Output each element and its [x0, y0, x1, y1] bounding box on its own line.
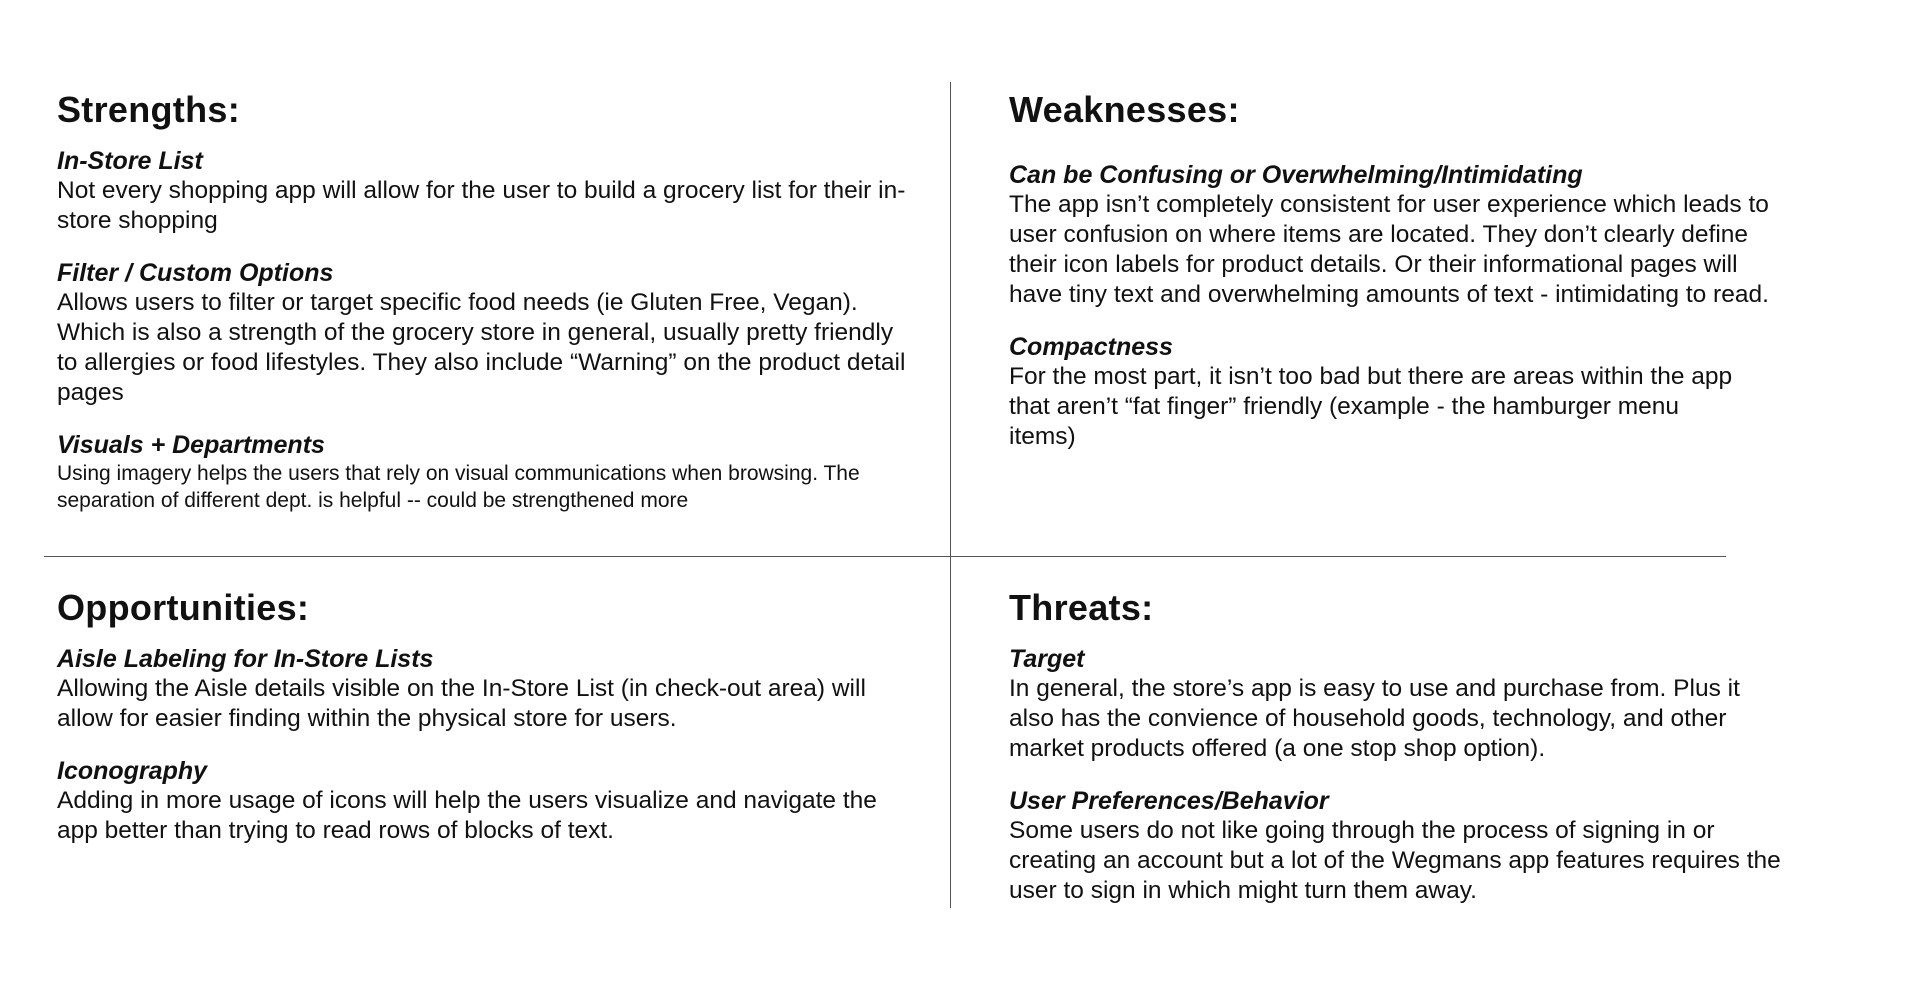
item-title: Compactness	[1009, 333, 1173, 361]
item-title: Visuals + Departments	[57, 431, 325, 459]
vertical-divider	[950, 82, 951, 908]
item-title: Aisle Labeling for In-Store Lists	[57, 645, 434, 673]
weaknesses-section	[1009, 88, 1889, 474]
item-title: User Preferences/Behavior	[1009, 787, 1329, 815]
item-title: Filter / Custom Options	[57, 259, 334, 287]
strengths-title: Strengths:	[57, 89, 240, 130]
weakness-item-confusing	[1009, 160, 1889, 310]
item-title: Can be Confusing or Overwhelming/Intimidating	[1009, 161, 1583, 189]
strength-item-in-store-list	[57, 146, 937, 236]
item-text: In general, the store’s app is easy to use and purchase from. Plus it also has the convience of household goods, technology, and other market products offered (a one stop shop option).	[1009, 675, 1740, 762]
threat-item-user-preferences	[1009, 786, 1889, 906]
threats-title: Threats:	[1009, 587, 1154, 628]
item-text: Allows users to filter or target specific food needs (ie Gluten Free, Vegan). Which is also a strength of the grocery store in general, usually pretty friendly to allergies or food lifestyles. They also include “Warning” on the product detail pages	[57, 289, 906, 406]
item-title: In-Store List	[57, 147, 203, 175]
item-text: Not every shopping app will allow for the user to build a grocery list for their in-store shopping	[57, 177, 906, 234]
weaknesses-title: Weaknesses:	[1009, 89, 1240, 130]
strength-item-filter-options	[57, 258, 937, 408]
item-text: For the most part, it isn’t too bad but there are areas within the app that aren’t “fat finger” friendly (example - the hamburger menu items)	[1009, 363, 1733, 450]
threat-item-target	[1009, 644, 1889, 764]
strength-item-visuals-departments	[57, 430, 937, 514]
item-title: Target	[1009, 645, 1085, 673]
item-text: Adding in more usage of icons will help the users visualize and navigate the app better than trying to read rows of blocks of text.	[57, 787, 877, 844]
strengths-section	[57, 88, 937, 536]
item-title: Iconography	[57, 757, 208, 785]
item-text: Using imagery helps the users that rely on visual communications when browsing. The separation of different dept. is helpful -- could be strengthened more	[57, 462, 860, 512]
opportunities-title: Opportunities:	[57, 587, 310, 628]
horizontal-divider	[44, 556, 1726, 557]
opportunity-item-aisle-labeling	[57, 644, 937, 734]
threats-section	[1009, 586, 1889, 928]
opportunity-item-iconography	[57, 756, 937, 846]
item-text: The app isn’t completely consistent for user experience which leads to user confusion on where items are located. They don’t clearly define their icon labels for product details. Or their informational pages will have tiny text and overwhelming amounts of text - intimidating to read.	[1009, 191, 1769, 308]
weakness-item-compactness	[1009, 332, 1889, 452]
item-text: Allowing the Aisle details visible on the In-Store List (in check-out area) will allow for easier finding within the physical store for users.	[57, 675, 866, 732]
item-text: Some users do not like going through the process of signing in or creating an account but a lot of the Wegmans app features requires the user to sign in which might turn them away.	[1009, 817, 1781, 904]
opportunities-section	[57, 586, 937, 868]
